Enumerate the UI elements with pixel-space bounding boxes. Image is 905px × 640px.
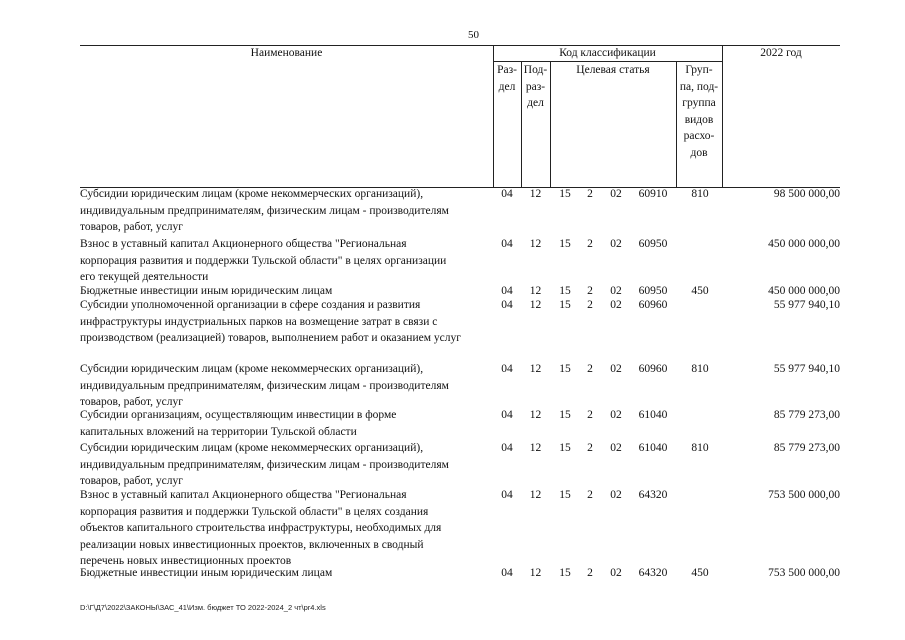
cell-rz: 04: [501, 567, 513, 579]
cell-vr: 810: [691, 442, 709, 454]
row-name-line: Бюджетные инвестиции иным юридическим лицам: [80, 567, 333, 579]
row-name-line: Взнос в уставный капитал Акционерного общества "Региональная: [80, 238, 407, 250]
header-name: Наименование: [250, 47, 323, 59]
row-name-line: товаров, работ, услуг: [80, 221, 183, 233]
cell-t1: 15: [559, 285, 571, 297]
cell-t2: 2: [587, 442, 593, 454]
cell-t1: 15: [559, 442, 571, 454]
cell-rz: 04: [501, 238, 513, 250]
cell-t4: 61040: [638, 442, 668, 454]
row-name-line: Субсидии юридическим лицам (кроме некоммерческих организаций),: [80, 188, 424, 200]
row-name: [80, 236, 488, 286]
cell-t3: 02: [610, 299, 622, 311]
table-header: [80, 45, 840, 188]
row-name: [80, 565, 488, 582]
row-name-line: Субсидии организациям, осуществляющим инвестиции в форме: [80, 409, 397, 421]
cell-t4: 64320: [638, 567, 668, 579]
row-name-line: индивидуальным предпринимателям, физическим лицам - производителям: [80, 204, 449, 217]
cell-t1: 15: [559, 567, 571, 579]
cell-t2: 2: [587, 409, 593, 421]
cell-pr: 12: [529, 567, 542, 579]
header-section: Раз- дел: [497, 64, 517, 93]
row-name: [80, 186, 488, 236]
row-name-line: реализации новых инвестиционных проектов, включенных в сводный: [80, 538, 424, 551]
row-name: [80, 361, 488, 411]
cell-t3: 02: [610, 409, 622, 421]
cell-t2: 2: [587, 188, 593, 200]
row-name-line: корпорация развития и поддержки Тульской области" в целях организации: [80, 254, 447, 267]
row-name-line: производством (реализацией) товаров, выполнением работ и оказанием услуг: [80, 332, 461, 344]
cell-vr: 810: [691, 363, 709, 375]
row-name-line: Субсидии уполномоченной организации в сфере создания и развития: [80, 299, 421, 311]
cell-pr: 12: [529, 299, 542, 311]
cell-rz: 04: [501, 285, 513, 297]
cell-t1: 15: [559, 238, 571, 250]
cell-amount: 55 977 940,10: [773, 363, 840, 375]
cell-t1: 15: [559, 363, 571, 375]
cell-amount: 753 500 000,00: [768, 567, 840, 579]
cell-rz: 04: [501, 409, 513, 421]
cell-t3: 02: [610, 188, 622, 200]
cell-t2: 2: [587, 363, 593, 375]
row-name: [80, 487, 488, 570]
cell-vr: 810: [691, 188, 709, 200]
header-code: Код классификации: [559, 47, 656, 59]
cell-vr: 450: [691, 285, 709, 297]
row-name-line: товаров, работ, услуг: [80, 396, 183, 408]
cell-amount: 450 000 000,00: [768, 238, 840, 250]
cell-t4: 60960: [638, 363, 668, 375]
row-name-line: Бюджетные инвестиции иным юридическим лицам: [80, 285, 333, 297]
cell-t2: 2: [587, 285, 593, 297]
cell-t4: 60960: [638, 299, 668, 311]
cell-t1: 15: [559, 489, 571, 501]
cell-t4: 60910: [638, 188, 668, 200]
row-name-line: корпорация развития и поддержки Тульской области" в целях создания: [80, 505, 429, 518]
cell-pr: 12: [529, 489, 542, 501]
cell-t1: 15: [559, 409, 571, 421]
row-name-line: Взнос в уставный капитал Акционерного общества "Региональная: [80, 489, 407, 501]
row-name-line: индивидуальным предпринимателям, физическим лицам - производителям: [80, 458, 449, 471]
row-name-line: товаров, работ, услуг: [80, 475, 183, 487]
cell-amount: 55 977 940,10: [773, 299, 840, 311]
row-name-line: капитальных вложений на территории Тульской области: [80, 425, 357, 438]
cell-rz: 04: [501, 363, 513, 375]
cell-t3: 02: [610, 567, 622, 579]
header-subsection: Под- раз- дел: [523, 64, 548, 109]
cell-amount: 450 000 000,00: [768, 285, 840, 297]
cell-t1: 15: [559, 188, 571, 200]
cell-rz: 04: [501, 188, 513, 200]
row-name-line: индивидуальным предпринимателям, физическим лицам - производителям: [80, 379, 449, 392]
cell-pr: 12: [529, 442, 542, 454]
cell-t2: 2: [587, 489, 593, 501]
cell-pr: 12: [529, 285, 542, 297]
cell-t2: 2: [587, 238, 593, 250]
cell-t3: 02: [610, 238, 622, 250]
cell-rz: 04: [501, 299, 513, 311]
cell-amount: 85 779 273,00: [773, 442, 840, 454]
row-name: [80, 407, 488, 440]
cell-t4: 61040: [638, 409, 668, 421]
cell-t3: 02: [610, 489, 622, 501]
cell-t4: 60950: [638, 238, 668, 250]
cell-pr: 12: [529, 409, 542, 421]
row-name-line: Субсидии юридическим лицам (кроме некоммерческих организаций),: [80, 442, 424, 454]
row-name-line: его текущей деятельности: [80, 271, 209, 283]
cell-t2: 2: [587, 299, 593, 311]
cell-t4: 64320: [638, 489, 668, 501]
row-name-line: инфраструктуры индустриальных парков на возмещение затрат в связи с: [80, 315, 438, 328]
header-divider: [550, 61, 551, 188]
cell-pr: 12: [529, 363, 542, 375]
header-target: Целевая статья: [576, 64, 650, 76]
header-year: 2022 год: [760, 47, 802, 59]
cell-vr: 450: [691, 567, 709, 579]
cell-t2: 2: [587, 567, 593, 579]
header-divider: [722, 45, 723, 188]
cell-t3: 02: [610, 442, 622, 454]
cell-rz: 04: [501, 442, 513, 454]
row-name-line: Субсидии юридическим лицам (кроме некоммерческих организаций),: [80, 363, 424, 375]
cell-pr: 12: [529, 188, 542, 200]
cell-amount: 753 500 000,00: [768, 489, 840, 501]
cell-pr: 12: [529, 238, 542, 250]
cell-t4: 60950: [638, 285, 668, 297]
row-name: [80, 440, 488, 490]
row-name-line: перечень новых инвестиционных проектов: [80, 555, 292, 567]
cell-t3: 02: [610, 363, 622, 375]
row-name: [80, 297, 488, 347]
row-name-line: объектов капитального строительства инфраструктуры, необходимых для: [80, 522, 442, 534]
file-path-footer: D:\Г\Д7\2022\ЗАКОНЫ\ЗАС_41\Изм. бюджет ТО 2022-2024_2 чт\pr4.xls: [80, 603, 326, 612]
header-group: Груп- па, под- группа видов расхо- дов: [679, 64, 719, 159]
cell-t3: 02: [610, 285, 622, 297]
cell-t1: 15: [559, 299, 571, 311]
cell-rz: 04: [501, 489, 513, 501]
cell-amount: 85 779 273,00: [773, 409, 840, 421]
page-number: 50: [468, 29, 479, 41]
cell-amount: 98 500 000,00: [773, 188, 840, 200]
